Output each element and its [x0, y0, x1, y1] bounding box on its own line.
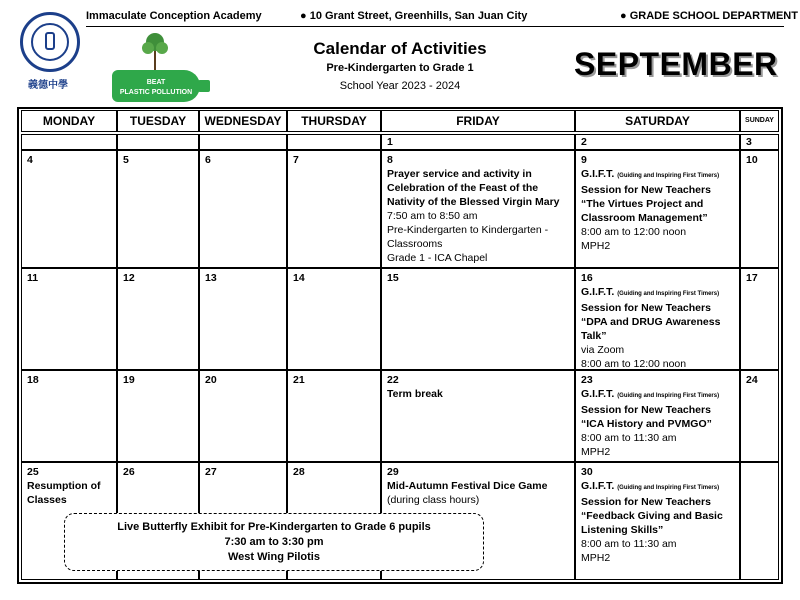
top-info-bar: [86, 10, 798, 26]
date-number: 21: [293, 374, 305, 386]
day-cell: [117, 134, 199, 150]
date-number: 13: [205, 272, 217, 284]
event-title: Mid-Autumn Festival Dice Game: [387, 480, 548, 492]
event-detail: MPH2: [581, 552, 611, 564]
school-seal-logo: [20, 12, 80, 72]
day-cell: [575, 462, 740, 580]
school-year: School Year 2023 - 2024: [339, 80, 461, 92]
session-title: Session for New Teachers: [581, 496, 711, 508]
logo-caption: 義德中學: [28, 80, 68, 91]
day-cell: [381, 134, 575, 150]
month-title: SEPTEMBER: [574, 46, 778, 82]
date-number: 9: [581, 154, 587, 166]
date-number: 18: [27, 374, 39, 386]
exhibit-time: 7:30 am to 3:30 pm: [224, 536, 324, 548]
event-detail: MPH2: [581, 240, 611, 252]
date-number: 14: [293, 272, 305, 284]
day-cell: [21, 150, 117, 268]
date-number: 16: [581, 272, 593, 284]
day-cell: [575, 134, 740, 150]
day-header-tuesday: TUESDAY: [117, 110, 199, 132]
date-number: 4: [27, 154, 33, 166]
date-number: 22: [387, 374, 399, 386]
day-cell: [287, 370, 381, 462]
date-number: 29: [387, 466, 399, 478]
date-number: 27: [205, 466, 217, 478]
day-cell: [381, 268, 575, 370]
date-number: 11: [27, 272, 39, 284]
gift-label: G.I.F.T. (Guiding and Inspiring First Timers): [581, 168, 720, 180]
day-cell: [575, 370, 740, 462]
date-number: 30: [581, 466, 593, 478]
date-number: 8: [387, 154, 393, 166]
day-cell: [575, 268, 740, 370]
day-header-friday: FRIDAY: [381, 110, 575, 132]
date-number: 6: [205, 154, 211, 166]
date-number: 23: [581, 374, 593, 386]
day-cell: [381, 370, 575, 462]
event-detail: 7:50 am to 8:50 am: [387, 210, 478, 222]
day-cell: [740, 150, 779, 268]
day-cell: [21, 134, 117, 150]
gift-label: G.I.F.T. (Guiding and Inspiring First Timers): [581, 388, 720, 400]
date-number: 5: [123, 154, 129, 166]
event-title: Prayer service and activity in Celebration of the Feast of the Nativity of the Blessed Virgin Mary: [387, 168, 560, 208]
day-cell: [287, 150, 381, 268]
day-cell: [199, 150, 287, 268]
session-topic: “The Virtues Project and Classroom Management”: [581, 198, 708, 224]
day-cell: [575, 150, 740, 268]
day-cell: [21, 370, 117, 462]
date-number: 12: [123, 272, 135, 284]
gift-label: G.I.F.T. (Guiding and Inspiring First Timers): [581, 480, 720, 492]
event-detail: 8:00 am to 11:30 am: [581, 538, 677, 550]
day-header-saturday: SATURDAY: [575, 110, 740, 132]
event-detail: 8:00 am to 12:00 noon: [581, 226, 687, 238]
day-cell: [287, 134, 381, 150]
event-detail: Grade 1 - ICA Chapel: [387, 252, 488, 264]
session-topic: “Feedback Giving and Basic Listening Skills”: [581, 510, 723, 536]
event-title: Resumption of Classes: [27, 480, 101, 506]
session-title: Session for New Teachers: [581, 404, 711, 416]
session-topic: “DPA and DRUG Awareness Talk”: [581, 316, 721, 342]
session-title: Session for New Teachers: [581, 184, 711, 196]
day-cell: [117, 150, 199, 268]
day-cell: [199, 370, 287, 462]
day-cell: [199, 134, 287, 150]
event-detail: MPH2: [581, 446, 611, 458]
date-number: 15: [387, 272, 399, 284]
header-divider: [86, 26, 784, 27]
title-block: [300, 38, 500, 94]
date-number: 1: [387, 136, 393, 148]
event-detail: 8:00 am to 11:30 am: [581, 432, 677, 444]
exhibit-venue: West Wing Pilotis: [228, 551, 320, 563]
department-name: ● GRADE SCHOOL DEPARTMENT: [620, 10, 798, 22]
date-number: 24: [746, 374, 758, 386]
date-number: 2: [581, 136, 587, 148]
day-header-monday: MONDAY: [21, 110, 117, 132]
session-title: Session for New Teachers: [581, 302, 711, 314]
event-detail: (during class hours): [387, 494, 480, 506]
day-cell: [381, 150, 575, 268]
day-cell: [21, 268, 117, 370]
day-cell: [199, 268, 287, 370]
exhibit-callout: [64, 513, 484, 571]
day-cell: [740, 370, 779, 462]
day-header-thursday: THURSDAY: [287, 110, 381, 132]
school-address: ● 10 Grant Street, Greenhills, San Juan City: [300, 10, 528, 22]
exhibit-title: Live Butterfly Exhibit for Pre-Kindergarten to Grade 6 pupils: [117, 521, 431, 533]
page-title: Calendar of Activities: [313, 39, 487, 58]
event-detail: via Zoom: [581, 344, 625, 356]
day-header-sunday: SUNDAY: [740, 110, 779, 132]
day-cell: [740, 134, 779, 150]
day-cell: [287, 268, 381, 370]
date-number: 19: [123, 374, 135, 386]
date-number: 25: [27, 466, 39, 478]
date-number: 17: [746, 272, 758, 284]
gift-label: G.I.F.T. (Guiding and Inspiring First Timers): [581, 286, 720, 298]
session-topic: “ICA History and PVMGO”: [581, 418, 712, 430]
event-detail: 8:00 am to 12:00 noon: [581, 358, 687, 370]
day-cell: [117, 268, 199, 370]
campaign-label: BEAT PLASTIC POLLUTION: [119, 79, 193, 96]
date-number: 7: [293, 154, 299, 166]
event-detail: Pre-Kindergarten to Kindergarten - Classrooms: [387, 224, 549, 250]
day-header-wednesday: WEDNESDAY: [199, 110, 287, 132]
date-number: 20: [205, 374, 217, 386]
plant-icon: [140, 30, 170, 72]
date-number: 3: [746, 136, 752, 148]
day-cell: [117, 370, 199, 462]
date-number: 28: [293, 466, 305, 478]
page-subtitle: Pre-Kindergarten to Grade 1: [326, 62, 474, 74]
day-cell: [740, 462, 779, 580]
date-number: 26: [123, 466, 135, 478]
event-title: Term break: [387, 388, 443, 400]
school-name: Immaculate Conception Academy: [86, 10, 262, 22]
date-number: 10: [746, 154, 758, 166]
day-cell: [740, 268, 779, 370]
